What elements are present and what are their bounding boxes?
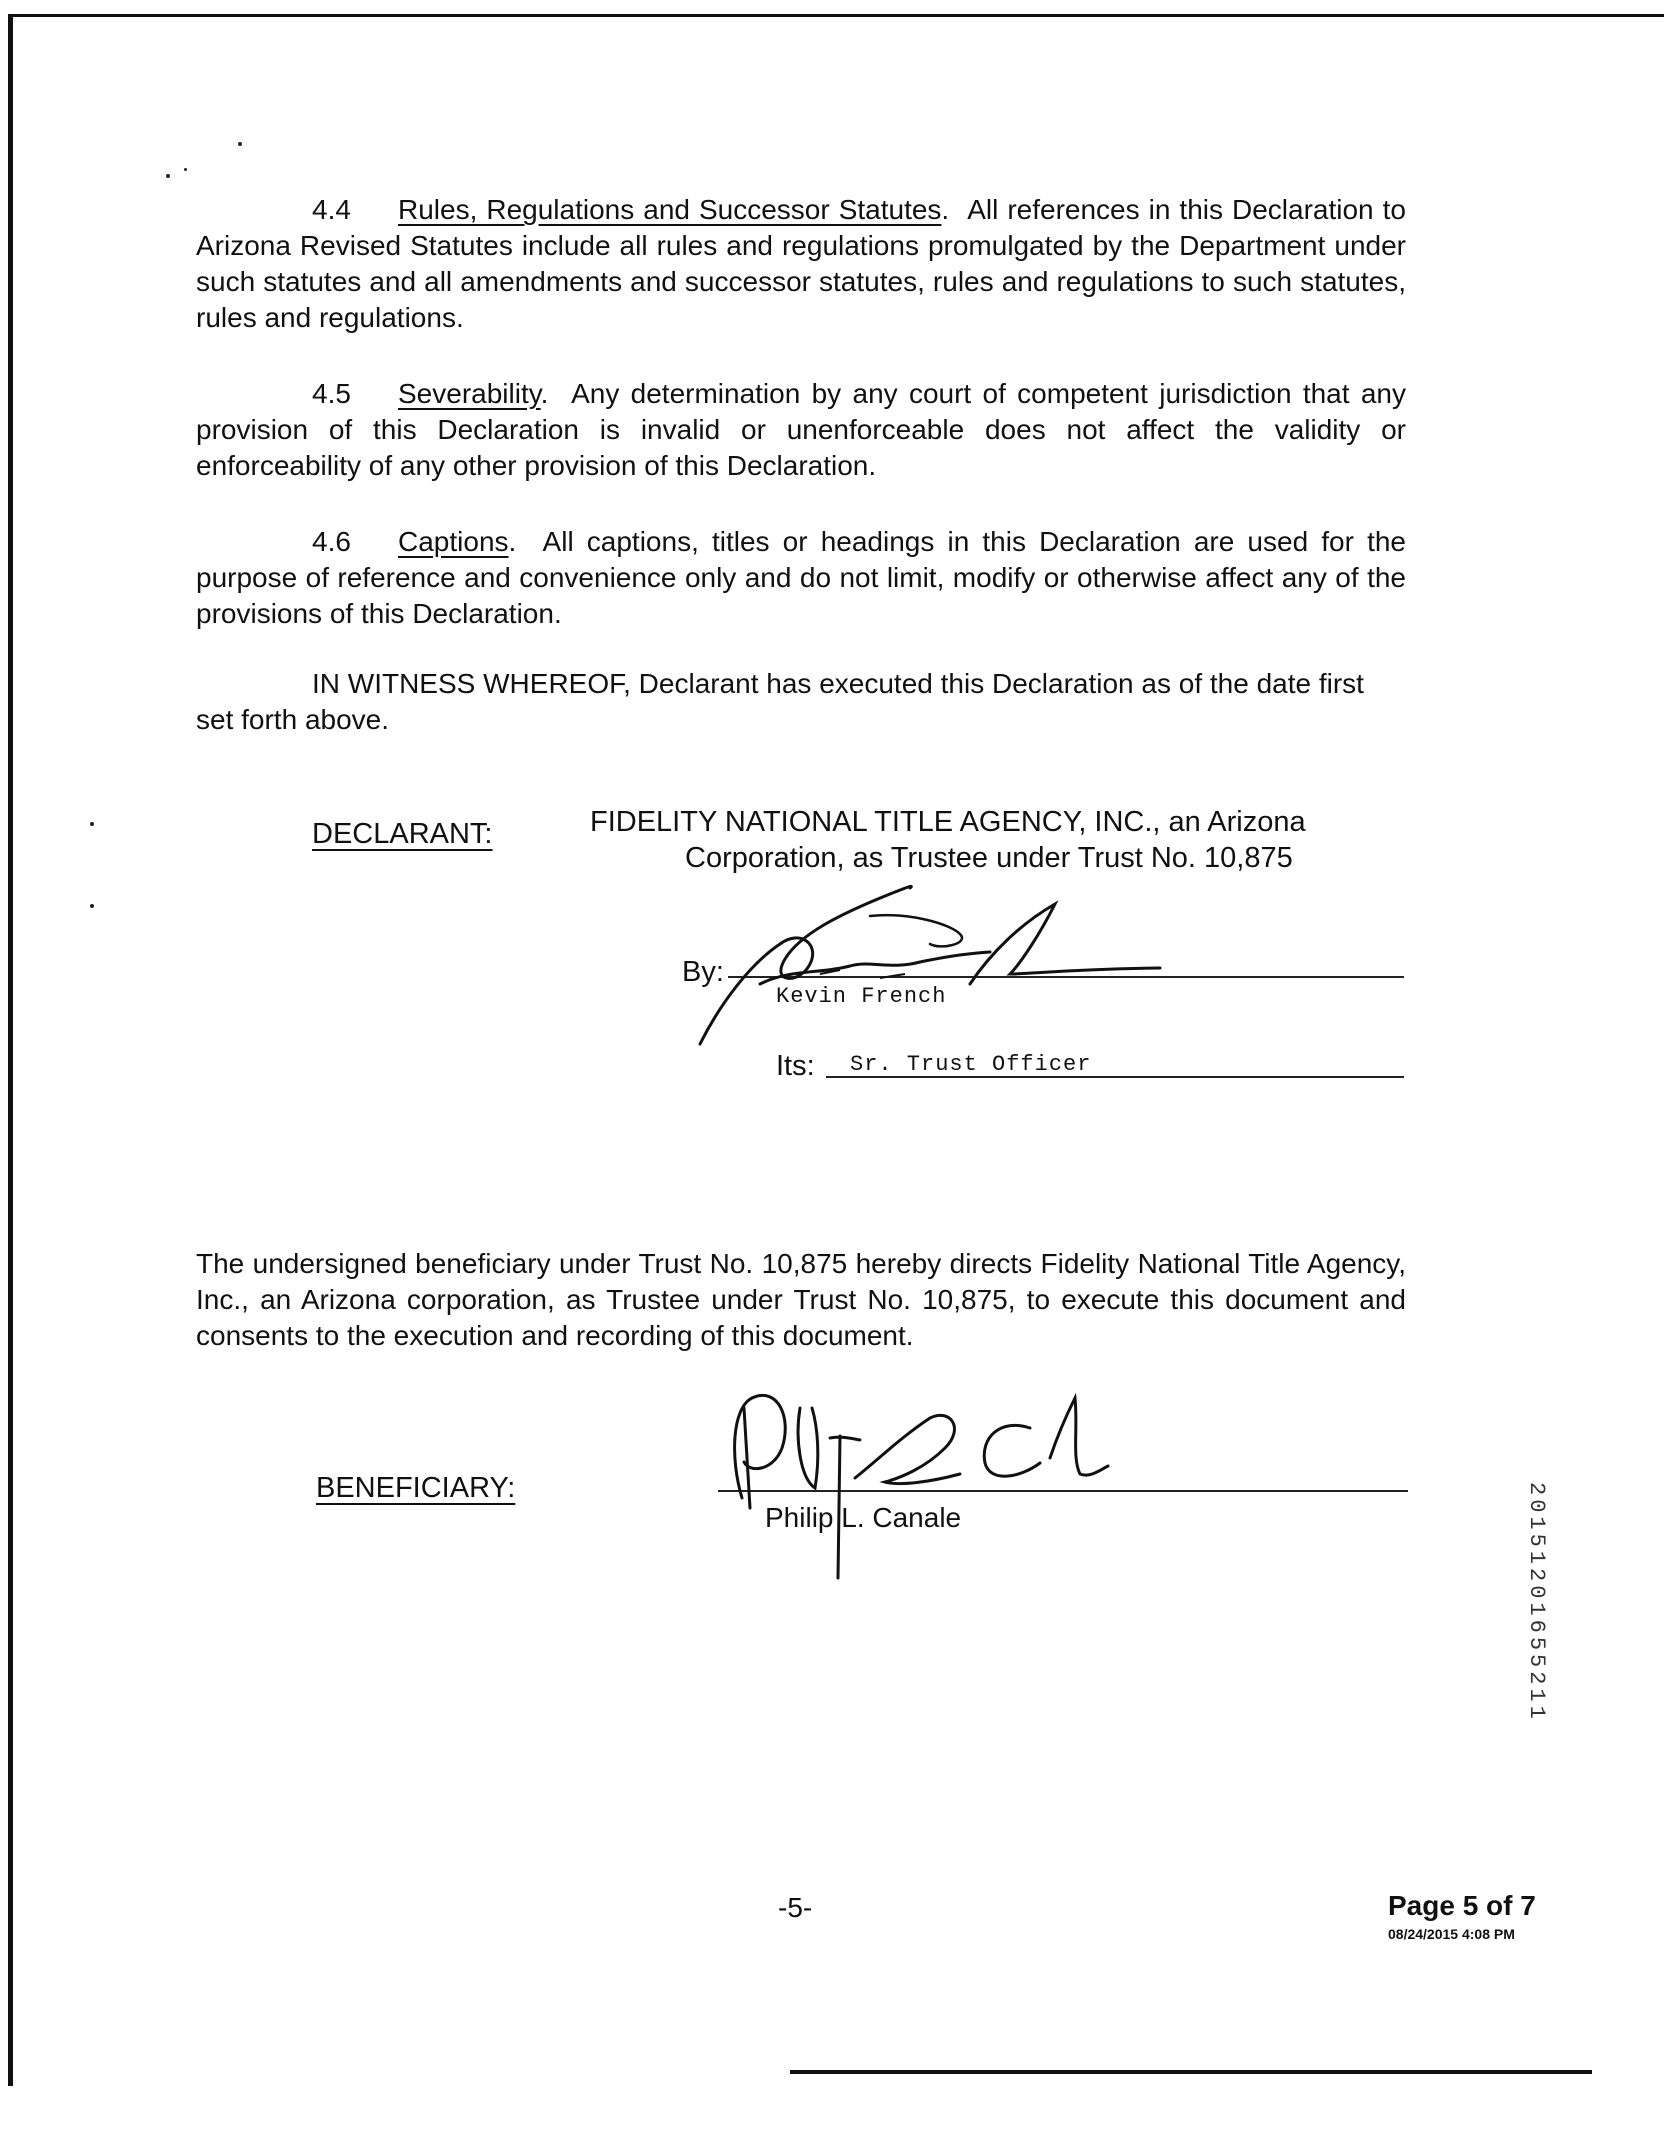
scan-edge-top [8,14,1664,17]
page-number-center: -5- [778,1892,813,1923]
witness-clause [196,666,1406,738]
by-label: By: [682,956,724,988]
scan-speck [90,904,94,908]
section-text: Any determination by any court of competent jurisdiction that any provision of this Declaration is invalid or unenforceable does not affect the validity or enforceability of any other provision of this Declaration. [196,378,1406,481]
section-number: 4.6 [312,526,351,557]
section-4-5: 4.5 Severability. Any determination by any court of competent jurisdiction that any provision of this Declaration is invalid or unenforceable does not affect the validity or enforceability of any other provision of this Declaration. [196,378,1406,481]
declarant-entity-line1: FIDELITY NATIONAL TITLE AGENCY, INC., an Arizona [590,806,1306,838]
signer-name: Kevin French [776,984,947,1009]
beneficiary-name: Philip L. Canale [765,1502,962,1533]
timestamp: 08/24/2015 4:08 PM [1388,1926,1515,1942]
beneficiary-label: BENEFICIARY: [316,1472,516,1504]
witness-text: IN WITNESS WHEREOF, Declarant has executed this Declaration as of the date first set forth above. [196,668,1364,735]
section-number: 4.4 [312,194,351,225]
section-heading: Rules, Regulations and Successor Statutes [398,194,942,225]
section-4-4: 4.4 Rules, Regulations and Successor Statutes. All references in this Declaration to Arizona Revised Statutes include all rules and regulations promulgated by the Department under such statutes and all amendments and successor statutes, rules and regulations to such statutes, rules and regulations. [196,194,1406,333]
scan-edge-bottom [790,2070,1592,2074]
scan-edge-left [8,14,13,2086]
scan-speck [90,822,94,826]
declarant-label: DECLARANT: [312,818,493,850]
section-text: All captions, titles or headings in this Declaration are used for the purpose of reference and convenience only and do not limit, modify or otherwise affect any of the provisions of this Declaration. [196,526,1406,629]
beneficiary-paragraph: The undersigned beneficiary under Trust No. 10,875 hereby directs Fidelity National Title Agency, Inc., an Arizona corporation, as Trustee under Trust No. 10,875, to execute this document and consents to the execution and recording of this document. [196,1248,1406,1351]
page-of-total: Page 5 of 7 [1388,1890,1536,1921]
kevin-french-signature [690,874,1190,1064]
section-text: All references in this Declaration to Arizona Revised Statutes include all rules and regulations promulgated by the Department under such statutes and all amendments and successor statutes, rules and regulations to such statutes, rules and regulations. [196,194,1406,333]
its-value: Sr. Trust Officer [850,1052,1092,1077]
scan-speck [184,168,187,171]
recording-number: 20151201655211 [1524,1482,1549,1723]
scan-speck [166,174,170,178]
section-number: 4.5 [312,378,351,409]
section-4-6: 4.6 Captions. All captions, titles or headings in this Declaration are used for the purpose of reference and convenience only and do not limit, modify or otherwise affect any of the provisions of this Declaration. [196,526,1406,629]
its-label: Its: [776,1050,815,1082]
scan-speck [238,142,242,146]
philip-canale-signature [700,1378,1160,1598]
section-heading: Captions [398,526,509,557]
section-heading: Severability [398,378,541,409]
declarant-entity-line2: Corporation, as Trustee under Trust No. 10,875 [685,842,1293,874]
